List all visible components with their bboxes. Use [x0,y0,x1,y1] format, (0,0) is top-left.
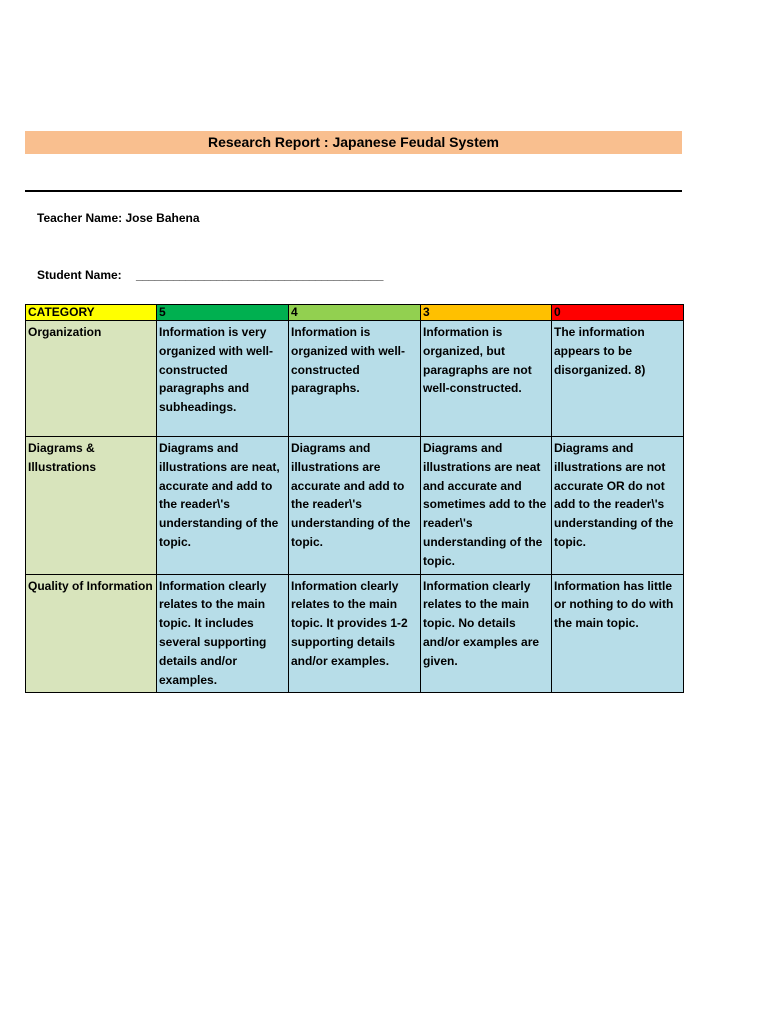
report-title: Research Report : Japanese Feudal System [25,131,682,154]
score-3-header: 3 [421,305,552,321]
description-cell: Information clearly relates to the main topic. It includes several supporting details and/or examples. [157,574,289,693]
description-cell: Information is organized with well-constructed paragraphs. [289,321,421,437]
description-cell: Information is organized, but paragraphs are not well-constructed. [421,321,552,437]
description-cell: Diagrams and illustrations are neat, accurate and add to the reader\'s understanding of the topic. [157,437,289,575]
description-cell: Diagrams and illustrations are not accurate OR do not add to the reader\'s understanding of the topic. [552,437,684,575]
description-cell: The information appears to be disorganized. 8) [552,321,684,437]
table-row [26,321,684,437]
table-row [26,574,684,693]
description-cell: Information clearly relates to the main topic. It provides 1-2 supporting details and/or examples. [289,574,421,693]
student-name-blank: ________________________________________ [136,268,383,282]
header-row [26,305,684,321]
divider-line [25,190,682,192]
category-cell: Quality of Information [26,574,157,693]
score-0-header: 0 [552,305,684,321]
description-cell: Information is very organized with well-constructed paragraphs and subheadings. [157,321,289,437]
student-name-label: Student Name: [37,268,122,282]
description-cell: Information has little or nothing to do with the main topic. [552,574,684,693]
rubric-table [25,304,684,693]
score-5-header: 5 [157,305,289,321]
description-cell: Diagrams and illustrations are neat and accurate and sometimes add to the reader\'s understanding of the topic. [421,437,552,575]
score-4-header: 4 [289,305,421,321]
description-cell: Information clearly relates to the main topic. No details and/or examples are given. [421,574,552,693]
teacher-name: Teacher Name: Jose Bahena [37,211,200,225]
description-cell: Diagrams and illustrations are accurate and add to the reader\'s understanding of the topic. [289,437,421,575]
category-cell: Organization [26,321,157,437]
category-header: CATEGORY [26,305,157,321]
category-cell: Diagrams & Illustrations [26,437,157,575]
table-row [26,437,684,575]
